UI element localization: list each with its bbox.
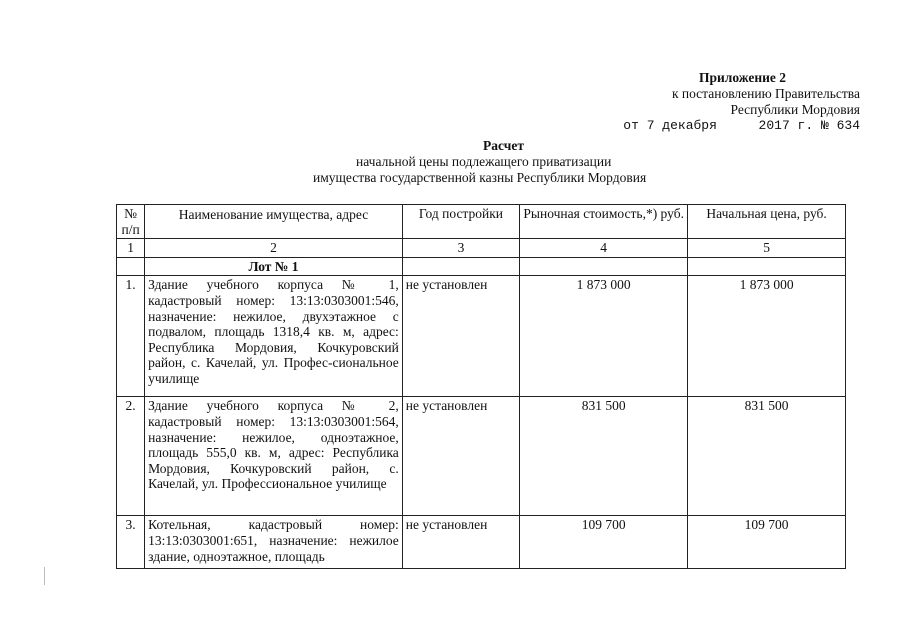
col-number: 1 [117,239,145,258]
lot-row [117,257,846,276]
table-row [117,516,846,569]
date-day-month: 7 декабря [646,118,717,133]
title-line-3: имущества государственной казны Республики Мордовия [313,170,647,185]
row-year: не установлен [402,276,519,397]
row-property-name: Котельная, кадастровый номер: 13:13:0303001:651, назначение: нежилое здание, одноэтажное, площадь [145,516,403,569]
lot-label: Лот № 1 [145,257,403,276]
table-row [117,276,846,397]
col-number: 2 [145,239,403,258]
table-row [117,397,846,516]
header-num: № п/п [117,205,145,239]
row-market-value: 831 500 [520,397,688,516]
document-title [150,138,850,186]
row-number: 1. [117,276,145,397]
header-start: Начальная цена, руб. [688,205,846,239]
appendix-block [600,70,860,134]
appendix-line-2: Республики Мордовия [730,102,860,117]
number-sign: № [820,118,829,133]
row-start-price: 831 500 [688,397,846,516]
col-number: 3 [402,239,519,258]
date-prefix: от [623,118,639,133]
title-main: Расчет [483,138,524,153]
row-number: 2. [117,397,145,516]
column-numbers-row [117,239,846,258]
col-number: 4 [520,239,688,258]
margin-mark [44,567,45,585]
row-start-price: 1 873 000 [688,276,846,397]
header-year: Год постройки [402,205,519,239]
appendix-heading: Приложение 2 [699,70,787,85]
date-year: 2017 г. [758,118,814,133]
col-number: 5 [688,239,846,258]
decree-number: 634 [836,118,860,133]
row-property-name: Здание учебного корпуса № 2, кадастровый номер: 13:13:0303001:564, назначение: нежилое, одноэтажное, площадь 555,0 кв. м, адрес: Республика Мордовия, Кочкуровский район, с. Качелай, ул. Профессиональное училище [145,397,403,516]
row-property-name: Здание учебного корпуса № 1, кадастровый номер: 13:13:0303001:546, назначение: нежилое, двухэтажное с подвалом, площадь 1318,4 кв. м, адрес: Республика Мордовия, Кочкуровский район, с. Качелай, ул. Профес-сиональное училище [145,276,403,397]
title-line-2: начальной цены подлежащего приватизации [356,154,612,169]
row-market-value: 1 873 000 [520,276,688,397]
row-year: не установлен [402,516,519,569]
appendix-line-1: к постановлению Правительства [671,86,860,101]
price-table [116,204,846,569]
row-year: не установлен [402,397,519,516]
row-number: 3. [117,516,145,569]
appendix-date-line [600,118,860,134]
header-name: Наименование имущества, адрес [145,205,403,239]
table-header-row [117,205,846,239]
row-market-value: 109 700 [520,516,688,569]
header-market: Рыночная стоимость,*) руб. [520,205,688,239]
row-start-price: 109 700 [688,516,846,569]
